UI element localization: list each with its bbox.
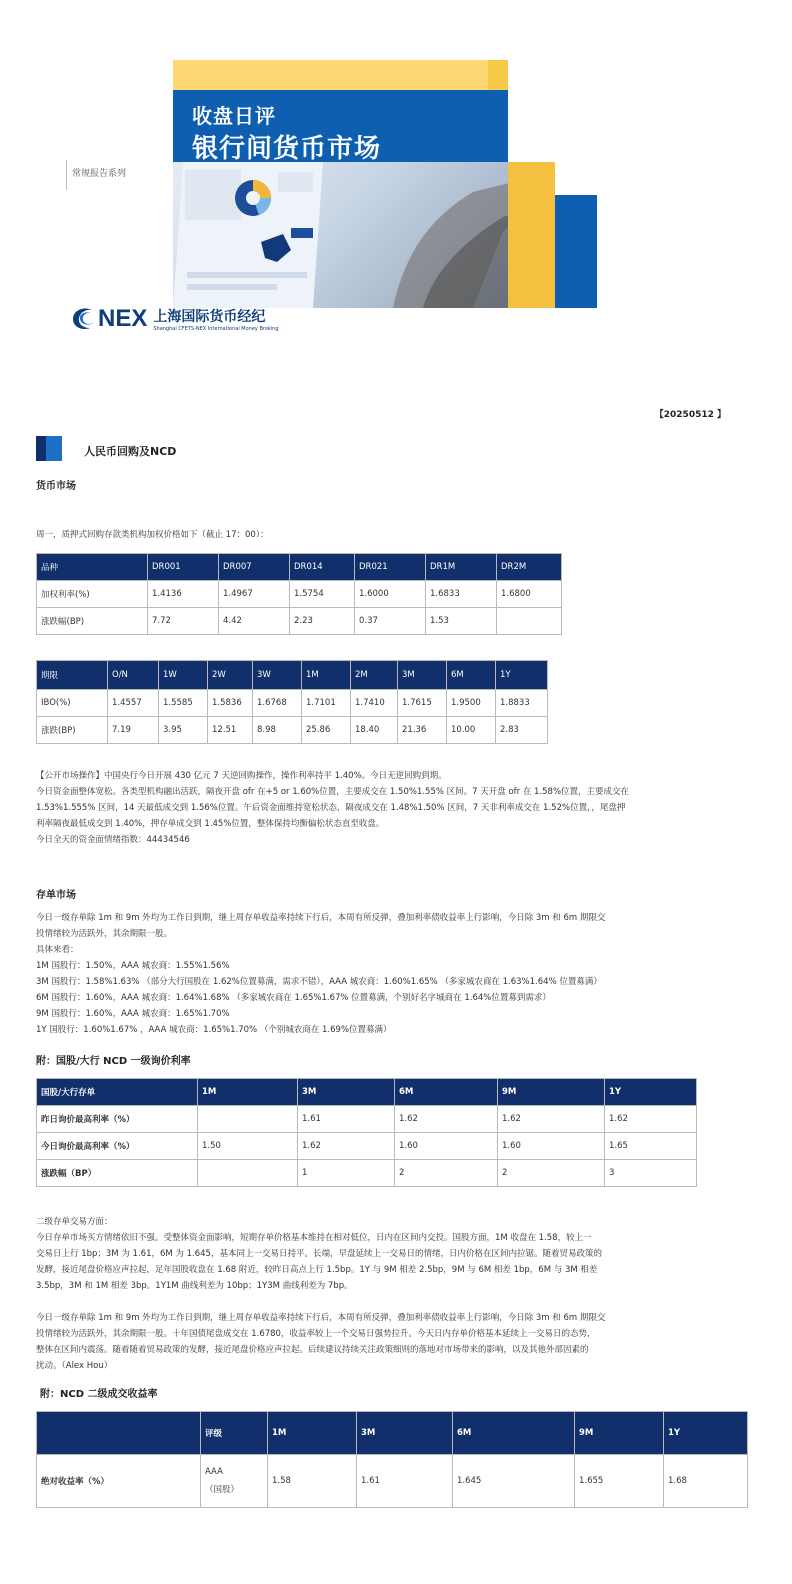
logo-english-name: Shanghai CFETS-NEX International Money Broking	[153, 326, 279, 332]
table-cell: 1.61	[357, 1455, 453, 1508]
paragraph-line: 9M 国股行：1.60%，AAA 城农商：1.65%1.70%	[36, 1009, 230, 1019]
table-cell: 1.645	[453, 1455, 575, 1508]
table-cell: 1.4967	[219, 581, 290, 608]
table-header-row	[37, 1412, 748, 1455]
table-header-cell: 2W	[208, 661, 253, 690]
money-market-intro: 周一，质押式回购存款类机构加权价格如下（截止 17：00）：	[36, 530, 269, 540]
paragraph-line: 投情绪较为活跃外，其余期限一般。十年国债尾盘成交在 1.6780，收益率较上一个交易日强势拉升。今天日内存单价格基本延续上一交易日的态势，	[36, 1329, 596, 1339]
table-header-cell: 3M	[298, 1079, 395, 1106]
table-header-cell: 1Y	[605, 1079, 697, 1106]
table-cell: 加权利率(%)	[37, 581, 148, 608]
table-header-cell: 6M	[447, 661, 496, 690]
paragraph-line: 今日全天的资金面情绪指数：44434546	[36, 835, 190, 845]
cover-title: 收盘日评	[192, 104, 276, 128]
table-cell: 1.6000	[355, 581, 426, 608]
table-header-row	[37, 554, 562, 581]
table-cell: 1.4557	[108, 690, 159, 717]
ncd-secondary-yield-table	[36, 1411, 748, 1508]
paragraph-line: 利率隔夜最低成交到 1.40%，押存单成交到 1.45%位置，整体保持均衡偏松状态直至收盘。	[36, 819, 385, 829]
paragraph-line: 整体在区间内震荡。随着随着贸易政策的发酵，接近尾盘价格应声拉起。后续建议持续关注政策细则的落地对市场带来的影响，以及其他外部因素的	[36, 1345, 589, 1355]
rating-line: （国股）	[205, 1485, 240, 1495]
table-header-cell: DR007	[219, 554, 290, 581]
table-cell: 18.40	[351, 717, 398, 744]
table-row	[37, 690, 548, 717]
table-cell: 1.9500	[447, 690, 496, 717]
ncd-summary-paragraph	[36, 1310, 766, 1374]
paragraph-line: 扰动。（Alex Hou）	[36, 1361, 113, 1371]
table-cell: IBO(%)	[37, 690, 108, 717]
table-header-cell: 9M	[498, 1079, 605, 1106]
paragraph-line: 投情绪较为活跃外，其余期限一般。	[36, 929, 173, 939]
paragraph-line: 发酵，接近尾盘价格应声拉起，足年国股收盘在 1.68 附近，较昨日高点上行 1.5bp。1Y 与 9M 相差 2.5bp，9M 与 6M 相差 1bp，6M 与 3M 相差	[36, 1265, 598, 1275]
table-cell: 2	[395, 1160, 498, 1187]
table-header-cell: 1W	[159, 661, 208, 690]
table-cell: 4.42	[219, 608, 290, 635]
table-header-cell: 1Y	[664, 1412, 748, 1455]
table-header-cell: O/N	[108, 661, 159, 690]
table-cell: 8.98	[253, 717, 302, 744]
table-header-cell: 6M	[453, 1412, 575, 1455]
table-header-cell: 1M	[198, 1079, 298, 1106]
table-cell: 1.58	[268, 1455, 357, 1508]
table-header-cell: 1M	[268, 1412, 357, 1455]
section-title: 人民币回购及NCD	[84, 445, 177, 458]
table-cell: 1.60	[498, 1133, 605, 1160]
table-cell: 1.7410	[351, 690, 398, 717]
series-divider	[66, 160, 67, 190]
table-header-cell: 国股/大行存单	[37, 1079, 198, 1106]
table-cell: 3	[605, 1160, 697, 1187]
table-row	[37, 1133, 697, 1160]
table-cell: 1.62	[498, 1106, 605, 1133]
table-cell: 1.60	[395, 1133, 498, 1160]
paragraph-line: 具体来看：	[36, 945, 79, 955]
table-cell: 1.53	[426, 608, 497, 635]
table-cell: 2.23	[290, 608, 355, 635]
table-header-cell: 3W	[253, 661, 302, 690]
table-cell: 7.72	[148, 608, 219, 635]
table-cell: 今日询价最高利率（%）	[37, 1133, 198, 1160]
table-cell: 1	[298, 1160, 395, 1187]
paragraph-line: 3.5bp，3M 和 1M 相差 3bp。1Y1M 曲线利差为 10bp；1Y3M 曲线利差为 7bp。	[36, 1281, 353, 1291]
table-cell: 1.62	[395, 1106, 498, 1133]
table-header-cell: 1Y	[496, 661, 548, 690]
table-header-cell: DR1M	[426, 554, 497, 581]
table-cell: 涨跌(BP)	[37, 717, 108, 744]
paragraph-line: 1Y 国股行：1.60%1.67% ，AAA 城农商：1.65%1.70% （个别城农商在 1.69%位置募满）	[36, 1025, 392, 1035]
ncd-market-heading: 存单市场	[36, 890, 76, 901]
paragraph-line: 二级存单交易方面：	[36, 1217, 113, 1227]
table-header-cell: 3M	[357, 1412, 453, 1455]
report-date: 【20250512 】	[654, 410, 726, 420]
table-cell: 12.51	[208, 717, 253, 744]
table-cell: 3.95	[159, 717, 208, 744]
logo-chinese-name: 上海国际货币经纪	[153, 309, 266, 325]
table-cell: 1.7101	[302, 690, 351, 717]
table-header-cell: 期限	[37, 661, 108, 690]
table-cell: 1.61	[298, 1106, 395, 1133]
table-cell: 1.62	[298, 1133, 395, 1160]
table-header-cell: 品种	[37, 554, 148, 581]
ncd-primary-rate-table	[36, 1078, 697, 1187]
logo-swoosh-icon	[70, 306, 96, 332]
company-logo	[70, 304, 279, 334]
table-cell: 0.37	[355, 608, 426, 635]
table-header-cell: 2M	[351, 661, 398, 690]
table-cell: 1.65	[605, 1133, 697, 1160]
table-cell: 2.83	[496, 717, 548, 744]
table-row	[37, 1106, 697, 1133]
paragraph-line: 今日资金面整体宽松。各类型机构融出活跃，隔夜开盘 ofr 在+5 or 1.60%位置，主要成交在 1.50%1.55% 区间。7 天开盘 ofr 在 1.58%位置，主要成交在	[36, 787, 630, 797]
table-cell: 2	[498, 1160, 605, 1187]
paragraph-line: 3M 国股行：1.58%1.63% （部分大行国股在 1.62%位置募满，需求不错），AAA 城农商：1.60%1.65% （多家城农商在 1.63%1.64% 位置募满）	[36, 977, 602, 987]
table-cell: 绝对收益率（%）	[37, 1455, 201, 1508]
section-marker-icon	[36, 436, 62, 461]
table-header-cell: 6M	[395, 1079, 498, 1106]
paragraph-line: 6M 国股行：1.60%，AAA 城农商：1.64%1.68% （多家城农商在 1.65%1.67% 位置募满，个别好名字城商在 1.64%位置募到需求）	[36, 993, 551, 1003]
paragraph-line: 交易日上行 1bp；3M 为 1.61，6M 为 1.645，基本同上一交易日持平。长端，早盘延续上一交易日的情绪，日内价格在区间内拉锯。随着贸易政策的	[36, 1249, 602, 1259]
open-market-paragraph	[36, 768, 766, 848]
table-cell: 1.68	[664, 1455, 748, 1508]
report-series-label: 常规报告系列	[72, 169, 127, 179]
table-row	[37, 1455, 748, 1508]
table-cell: 1.8833	[496, 690, 548, 717]
ncd-table1-title: 附：国股/大行 NCD 一级询价利率	[36, 1056, 191, 1067]
table-header-row	[37, 661, 548, 690]
cover-blue-block-2	[555, 195, 597, 308]
table-header-cell: 9M	[575, 1412, 664, 1455]
table-cell: 1.7615	[398, 690, 447, 717]
table-cell: 21.36	[398, 717, 447, 744]
table-cell: 涨跌幅（BP）	[37, 1160, 198, 1187]
ncd-primary-paragraph	[36, 910, 766, 1038]
paragraph-line: 今日一级存单除 1m 和 9m 外均为工作日到期，继上周存单收益率持续下行后，本周有所反弹，叠加利率债收益率上行影响，今日除 3m 和 6m 期限交	[36, 913, 606, 923]
table-cell: 1.6768	[253, 690, 302, 717]
table-cell: 1.62	[605, 1106, 697, 1133]
table-header-cell	[37, 1412, 201, 1455]
logo-nex-text: NEX	[98, 305, 148, 332]
table-header-cell: 3M	[398, 661, 447, 690]
table-cell: 1.5585	[159, 690, 208, 717]
table-header-cell: DR014	[290, 554, 355, 581]
cover-yellow-accent	[488, 60, 508, 90]
table-cell	[198, 1160, 298, 1187]
table-header-row	[37, 1079, 697, 1106]
table-row	[37, 608, 562, 635]
table-cell: 昨日询价最高利率（%）	[37, 1106, 198, 1133]
paragraph-line: 今日一级存单除 1m 和 9m 外均为工作日到期，继上周存单收益率持续下行后，本周有所反弹，叠加利率债收益率上行影响，今日除 3m 和 6m 期限交	[36, 1313, 606, 1323]
table-cell: 10.00	[447, 717, 496, 744]
table-cell: 1.6833	[426, 581, 497, 608]
table-cell	[198, 1106, 298, 1133]
table-cell: 涨跌幅(BP)	[37, 608, 148, 635]
table-cell: 1.655	[575, 1455, 664, 1508]
table-cell: 1.50	[198, 1133, 298, 1160]
cover-tablet-photo	[173, 162, 555, 308]
table-cell	[497, 608, 562, 635]
table-header-cell: DR001	[148, 554, 219, 581]
table-cell: 1.5754	[290, 581, 355, 608]
table-header-cell: 评级	[201, 1412, 268, 1455]
table-row	[37, 581, 562, 608]
table-cell: 7.19	[108, 717, 159, 744]
table-row	[37, 717, 548, 744]
ncd-secondary-paragraph	[36, 1214, 766, 1294]
table-cell: 1.6800	[497, 581, 562, 608]
table-cell: 1.5836	[208, 690, 253, 717]
dr-rate-table	[36, 553, 562, 635]
table-cell: 1.4136	[148, 581, 219, 608]
table-header-cell: DR021	[355, 554, 426, 581]
paragraph-line: 【公开市场操作】中国央行今日开展 430 亿元 7 天逆回购操作，操作利率持平 1.40%。今日无逆回购到期。	[36, 771, 447, 781]
cover-subtitle: 银行间货币市场	[192, 134, 382, 164]
table-header-cell: 1M	[302, 661, 351, 690]
ncd-table2-title: 附：NCD 二级成交收益率	[40, 1389, 158, 1400]
money-market-heading: 货币市场	[36, 481, 76, 492]
cover-yellow-block-2	[508, 162, 555, 308]
paragraph-line: 1M 国股行：1.50%，AAA 城农商：1.55%1.56%	[36, 961, 230, 971]
paragraph-line: 1.53%1.555% 区间，14 天最低成交到 1.56%位置。午后资金面维持宽松状态，隔夜成交在 1.48%1.50% 区间，7 天非利率成交在 1.52%位置，，尾盘押	[36, 803, 626, 813]
rating-cell	[201, 1455, 268, 1508]
ibo-rate-table	[36, 660, 548, 744]
paragraph-line: 今日存单市场买方情绪依旧不强。受整体资金面影响，短期存单价格基本维持在相对低位，日内在区间内交投。国股方面，1M 收盘在 1.58，较上一	[36, 1233, 592, 1243]
table-cell: 25.86	[302, 717, 351, 744]
table-header-cell: DR2M	[497, 554, 562, 581]
rating-line: AAA	[205, 1467, 223, 1477]
table-row	[37, 1160, 697, 1187]
